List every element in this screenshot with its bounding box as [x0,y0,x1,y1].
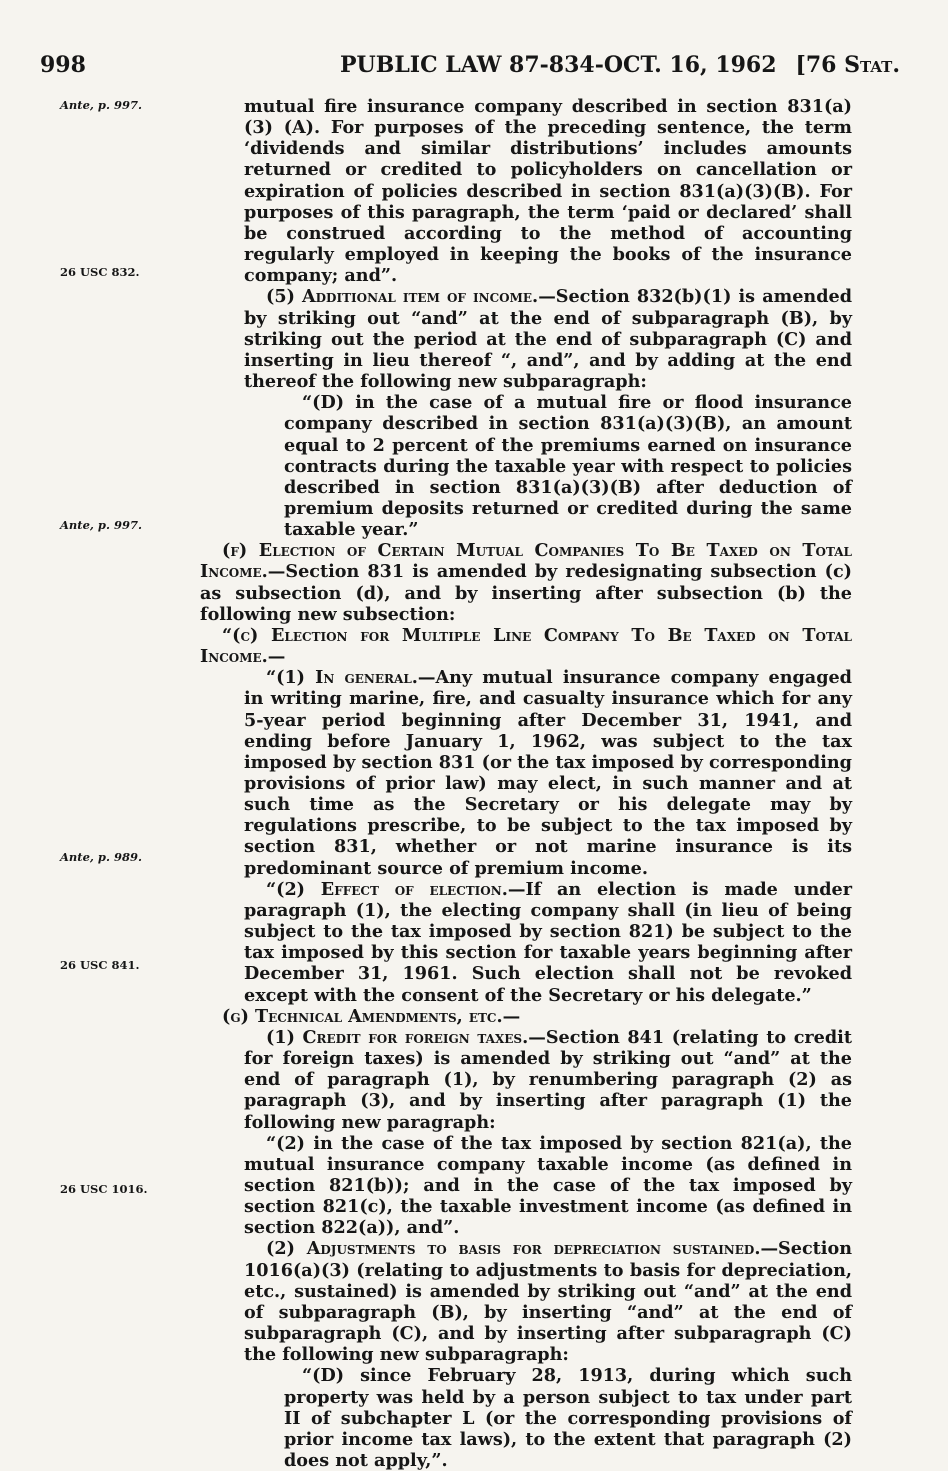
paragraph: “(c) Election for Multiple Line Company To Be Taxed on Total Income.— [200,624,852,668]
paragraph: “(D) in the case of a mutual fire or flood insurance company described in section 831(a)(3)(B), an amount equal to 2 percent of the premiums earned on insurance contracts during the taxable year with respect to policies described in section 831(a)(3)(B) after deduction of premium deposits returned or credited during the same taxable year.” [284,392,852,541]
page-header [40,52,900,82]
running-title: PUBLIC LAW 87-834-OCT. 16, 1962 [340,52,777,78]
margin-note: Ante, p. 989. [60,850,142,864]
page-number: 998 [40,52,86,78]
margin-note: 26 USC 841. [60,958,140,972]
paragraph: “(2) in the case of the tax imposed by section 821(a), the mutual insurance company taxable income (as defined in section 821(b)); and in the case of the tax imposed by section 821(c), the taxable investment income (as defined in section 822(a)), and”. [244,1132,852,1239]
margin-note: Ante, p. 997. [60,518,142,532]
paragraph: “(1) In general.—Any mutual insurance company engaged in writing marine, fire, and casualty insurance which for any 5-year period beginning after December 31, 1941, and ending before January 1, 1962, was subject to the tax imposed by section 831 (or the tax imposed by corresponding provisions of prior law) may elect, in such manner and at such time as the Secretary or his delegate may by regulations prescribe, to be subject to the tax imposed by section 831, whether or not marine insurance is its predominant source of premium income. [244,667,852,879]
margin-note: 26 USC 832. [60,265,140,279]
paragraph: (5) Additional item of income.—Section 832(b)(1) is amended by striking out “and” at the end of subparagraph (B), by striking out the period at the end of subparagraph (C) and inserting in lieu thereof “, and”, and by adding at the end thereof the following new subparagraph: [244,286,852,393]
paragraph: “(2) Effect of election.—If an election is made under paragraph (1), the electing company shall (in lieu of being subject to the tax imposed by section 821) be subject to the tax imposed by this section for taxable years beginning after December 31, 1961. Such election shall not be revoked except with the consent of the Secretary or his delegate.” [244,878,853,1006]
statute-text [200,96,852,1471]
paragraph: (f) Election of Certain Mutual Companies To Be Taxed on Total Income.—Section 831 is amended by redesignating subsection (c) as subsection (d), and by inserting after subsection (b) the following new subsection: [200,540,852,625]
paragraph: “(D) since February 28, 1913, during which such property was held by a person subject to tax under part II of subchapter L (or the corresponding provisions of prior income tax laws), to the extent that paragraph (2) does not apply,”. [284,1365,852,1471]
margin-note: Ante, p. 997. [60,98,142,112]
paragraph: (g) Technical Amendments, etc.— [222,1005,521,1027]
volume-reference: [76 Stat. [795,52,900,78]
margin-note: 26 USC 1016. [60,1182,148,1196]
paragraph: (1) Credit for foreign taxes.—Section 841 (relating to credit for foreign taxes) is amended by striking out “and” at the end of paragraph (1), by renumbering paragraph (2) as paragraph (3), and by inserting after paragraph (1) the following new paragraph: [244,1026,852,1133]
paragraph: (2) Adjustments to basis for depreciation sustained.—Section 1016(a)(3) (relating to adjustments to basis for depreciation, etc., sustained) is amended by striking out “and” at the end of subparagraph (B), by inserting “and” at the end of subparagraph (C), and by inserting after subparagraph (C) the following new subparagraph: [244,1238,852,1366]
paragraph: mutual fire insurance company described in section 831(a)(3) (A). For purposes of the preceding sentence, the term ‘dividends and similar distributions’ includes amounts returned or credited to policyholders on cancellation or expiration of policies described in section 831(a)(3)(B). For purposes of this paragraph, the term ‘paid or declared’ shall be construed according to the method of accounting regularly employed in keeping the books of the insurance company; and”. [244,96,852,287]
